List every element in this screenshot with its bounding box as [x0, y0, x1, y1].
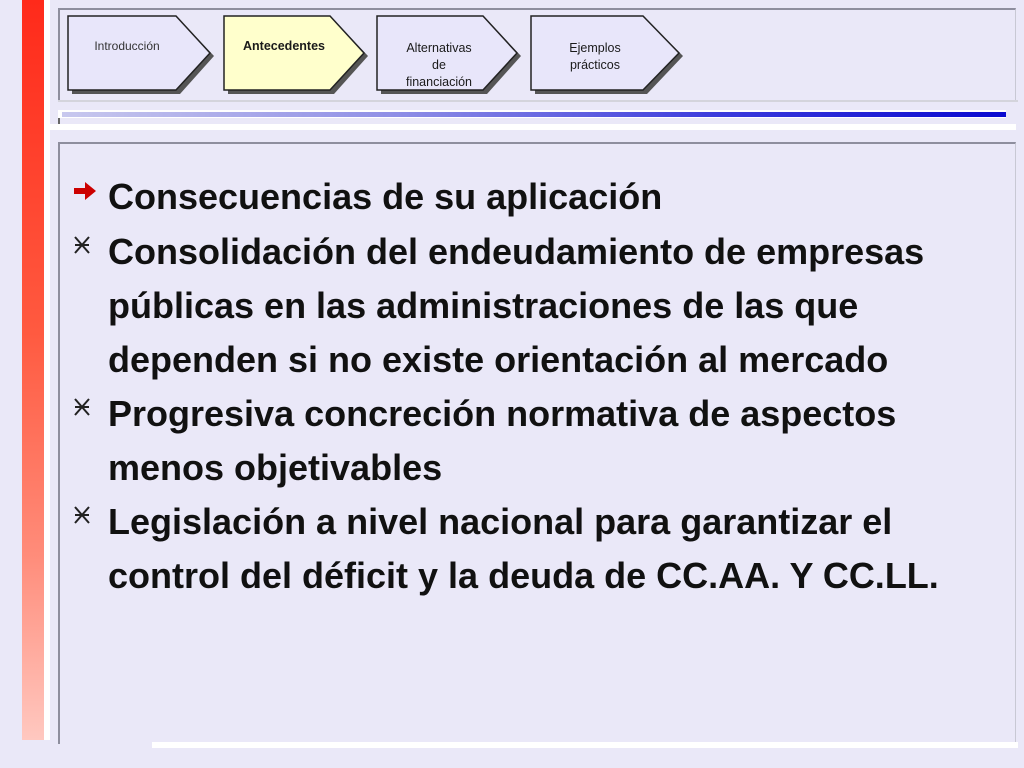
- list-item: [72, 170, 1002, 224]
- bullet-text: Consolidación del endeudamiento de empresas públicas en las administraciones de las que dependen si no existe orientación al mercado: [108, 231, 925, 380]
- list-item: [72, 387, 1002, 495]
- nav-step-label: Ejemplos prácticos: [569, 41, 621, 72]
- nav-step-introduccion[interactable]: [68, 16, 218, 98]
- bullet-text: Legislación a nivel nacional para garantizar el control del déficit y la deuda de CC.AA. Y CC.LL.: [108, 501, 939, 596]
- nav-step-antecedentes[interactable]: [224, 16, 374, 98]
- separator-strip: [50, 124, 1016, 130]
- list-item: [72, 495, 1002, 603]
- step-arrow-shape: [224, 16, 374, 98]
- bullet-list: [72, 170, 1002, 603]
- cross-bullet-icon: [72, 225, 108, 261]
- nav-step-alternativas[interactable]: [377, 16, 527, 98]
- bullet-text: Progresiva concreción normativa de aspectos menos objetivables: [108, 393, 897, 488]
- right-arrow-icon: [72, 170, 108, 208]
- side-accent-bar: [22, 0, 44, 740]
- nav-step-label: Introducción: [94, 39, 160, 53]
- nav-step-ejemplos[interactable]: [531, 16, 689, 98]
- nav-step-label: Alternativas de financiación: [405, 41, 472, 89]
- nav-step-label: Antecedentes: [243, 39, 325, 53]
- list-item: [72, 225, 1002, 387]
- side-gap: [44, 0, 50, 740]
- accent-rule: [62, 112, 1006, 117]
- cross-bullet-icon: [72, 495, 108, 531]
- bottom-strip: [152, 742, 1018, 748]
- navigation-frame-bottom: [58, 100, 1018, 102]
- step-arrow-shape: [68, 16, 218, 98]
- bullet-text: Consecuencias de su aplicación: [108, 176, 663, 217]
- cross-bullet-icon: [72, 387, 108, 423]
